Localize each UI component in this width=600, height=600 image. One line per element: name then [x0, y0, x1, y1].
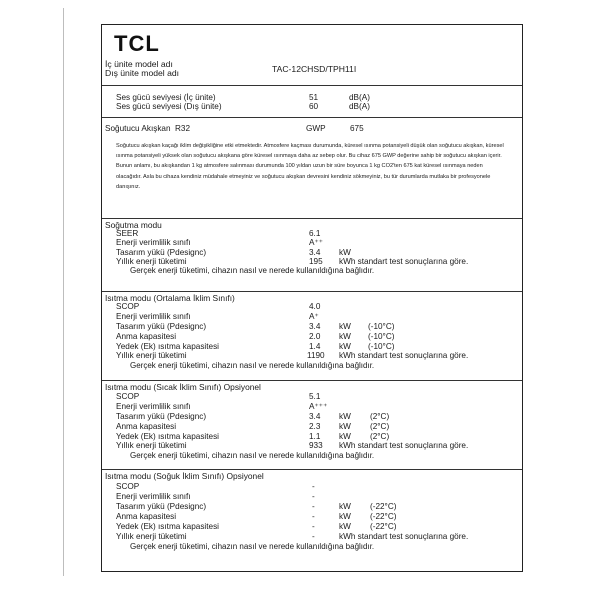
- spec-unit: kW: [339, 432, 351, 441]
- spec-value: 933: [309, 441, 323, 450]
- section-title: Isıtma modu (Soğuk İklim Sınıfı) Opsiyonel: [105, 471, 264, 481]
- spec-label: SCOP: [116, 482, 140, 491]
- divider: [102, 469, 522, 470]
- spec-label: Yedek (Ek) ısıtma kapasitesi: [116, 522, 219, 531]
- refrigerant-warning-paragraph: Soğutucu akışkan kaçağı iklim değişikliğine etki etmektedir. Atmosfere kaçması durumunda, küresel ısınma potansiyeli düşük olan soğutucu akışkan, küresel ısınma potansiyeli yüksek olan soğutucu akışkana göre küresel ısınmaya daha az sebep olur. Bu cihaz 675 GWP değerine sahip bir soğutucu akışkan içerir. Bunun anlamı, bu akışkandan 1 kg atmosfere salınması durumunda 100 yıldan uzun bir süre boyunca 1 kg CO2'ten 675 kat küresel ısınmaya neden olacağıdır. Asla bu cihaza kendiniz müdahale etmeyiniz ve soğutucu akışkan devresini kendiniz sökmeyiniz, bu tür durumlarda mutlaka bir profesyonele danışınız.: [116, 143, 504, 190]
- gwp-value: 675: [350, 124, 364, 133]
- energy-note: Gerçek enerji tüketimi, cihazın nasıl ve nerede kullanıldığına bağlıdır.: [130, 266, 375, 275]
- spec-label: Yıllık enerji tüketimi: [116, 532, 187, 541]
- spec-value: 2.0: [309, 332, 321, 341]
- spec-condition: (2°C): [370, 412, 390, 421]
- spec-value: -: [312, 512, 315, 521]
- sound-value: 60: [309, 102, 319, 111]
- spec-unit: kW: [339, 342, 351, 351]
- section-title: Isıtma modu (Sıcak İklim Sınıfı) Opsiyonel: [105, 382, 261, 392]
- spec-label: Tasarım yükü (Pdesignc): [116, 322, 207, 331]
- refrigerant-value: R32: [175, 124, 191, 133]
- spec-condition: (-22°C): [370, 522, 397, 531]
- spec-condition: (-10°C): [368, 322, 395, 331]
- sound-label: Ses gücü seviyesi (İç ünite): [116, 93, 216, 102]
- spec-label: Anma kapasitesi: [116, 512, 177, 521]
- divider: [102, 380, 522, 381]
- spec-label: Anma kapasitesi: [116, 332, 177, 341]
- spec-label: SCOP: [116, 392, 140, 401]
- spec-condition: (-10°C): [368, 332, 395, 341]
- spec-value: 3.4: [309, 248, 321, 257]
- spec-label: Yedek (Ek) ısıtma kapasitesi: [116, 432, 219, 441]
- product-info-sheet: [101, 24, 523, 572]
- spec-unit: kW: [339, 248, 351, 257]
- sound-value: 51: [309, 93, 319, 102]
- sound-unit: dB(A): [349, 102, 370, 111]
- spec-value: -: [312, 482, 315, 491]
- brand-logo: TCL: [114, 31, 160, 56]
- section-title: Soğutma modu: [105, 220, 162, 230]
- spec-value: 5.1: [309, 392, 321, 401]
- section-title: Isıtma modu (Ortalama İklim Sınıfı): [105, 293, 235, 303]
- spec-value: 2.3: [309, 422, 321, 431]
- spec-label: Enerji verimlilik sınıfı: [116, 312, 191, 321]
- energy-note: Gerçek enerji tüketimi, cihazın nasıl ve nerede kullanıldığına bağlıdır.: [130, 542, 375, 551]
- spec-condition: (2°C): [370, 432, 390, 441]
- spec-value: 6.1: [309, 229, 321, 238]
- sound-label: Ses gücü seviyesi (Dış ünite): [116, 102, 222, 111]
- spec-unit: kW: [339, 522, 351, 531]
- outdoor-model-label: Dış ünite model adı: [105, 68, 180, 78]
- spec-unit: kWh standart test sonuçlarına göre.: [339, 351, 469, 360]
- spec-value: 3.4: [309, 412, 321, 421]
- spec-label: SCOP: [116, 302, 140, 311]
- spec-label: Yıllık enerji tüketimi: [116, 441, 187, 450]
- spec-value: -: [312, 522, 315, 531]
- divider: [102, 218, 522, 219]
- indoor-model-label: İç ünite model adı: [105, 59, 173, 69]
- spec-condition: (-22°C): [370, 512, 397, 521]
- spec-label: Tasarım yükü (Pdesignc): [116, 248, 207, 257]
- spec-unit: kW: [339, 502, 351, 511]
- spec-condition: (-22°C): [370, 502, 397, 511]
- spec-value: -: [312, 492, 315, 501]
- spec-unit: kW: [339, 332, 351, 341]
- spec-label: Yedek (Ek) ısıtma kapasitesi: [116, 342, 219, 351]
- spec-value: 1.4: [309, 342, 321, 351]
- refrigerant-label: Soğutucu Akışkan: [105, 124, 171, 133]
- spec-label: Enerji verimlilik sınıfı: [116, 492, 191, 501]
- spec-condition: (-10°C): [368, 342, 395, 351]
- page-margin-line: [63, 8, 64, 576]
- spec-label: Enerji verimlilik sınıfı: [116, 402, 191, 411]
- sound-unit: dB(A): [349, 93, 370, 102]
- spec-label: SEER: [116, 229, 139, 238]
- gwp-label: GWP: [306, 124, 326, 133]
- spec-label: Yıllık enerji tüketimi: [116, 351, 187, 360]
- spec-unit: kW: [339, 422, 351, 431]
- spec-label: Tasarım yükü (Pdesignc): [116, 412, 207, 421]
- divider: [102, 85, 522, 86]
- spec-unit: kWh standart test sonuçlarına göre.: [339, 441, 469, 450]
- refrigerant-row: [102, 125, 522, 135]
- spec-value: A⁺⁺⁺: [309, 402, 328, 411]
- spec-value: A⁺⁺: [309, 238, 324, 247]
- spec-unit: kW: [339, 412, 351, 421]
- spec-value: A⁺: [309, 312, 319, 321]
- spec-value: -: [312, 532, 315, 541]
- sound-row: [102, 103, 522, 113]
- spec-unit: kW: [339, 322, 351, 331]
- spec-unit: kWh standart test sonuçlarına göre.: [339, 532, 469, 541]
- divider: [102, 291, 522, 292]
- spec-label: Tasarım yükü (Pdesignc): [116, 502, 207, 511]
- spec-label: Enerji verimlilik sınıfı: [116, 238, 191, 247]
- model-name: TAC-12CHSD/TPH11I: [272, 64, 357, 74]
- spec-value: 3.4: [309, 322, 321, 331]
- spec-label: Anma kapasitesi: [116, 422, 177, 431]
- energy-note: Gerçek enerji tüketimi, cihazın nasıl ve nerede kullanıldığına bağlıdır.: [130, 361, 375, 370]
- divider: [102, 117, 522, 118]
- spec-value: 195: [309, 257, 323, 266]
- spec-value: -: [312, 502, 315, 511]
- energy-note: Gerçek enerji tüketimi, cihazın nasıl ve nerede kullanıldığına bağlıdır.: [130, 451, 375, 460]
- spec-value: 4.0: [309, 302, 321, 311]
- spec-condition: (2°C): [370, 422, 390, 431]
- spec-value: 1190: [307, 351, 325, 360]
- spec-unit: kWh standart test sonuçlarına göre.: [339, 257, 469, 266]
- spec-label: Yıllık enerji tüketimi: [116, 257, 187, 266]
- spec-unit: kW: [339, 512, 351, 521]
- spec-value: 1.1: [309, 432, 321, 441]
